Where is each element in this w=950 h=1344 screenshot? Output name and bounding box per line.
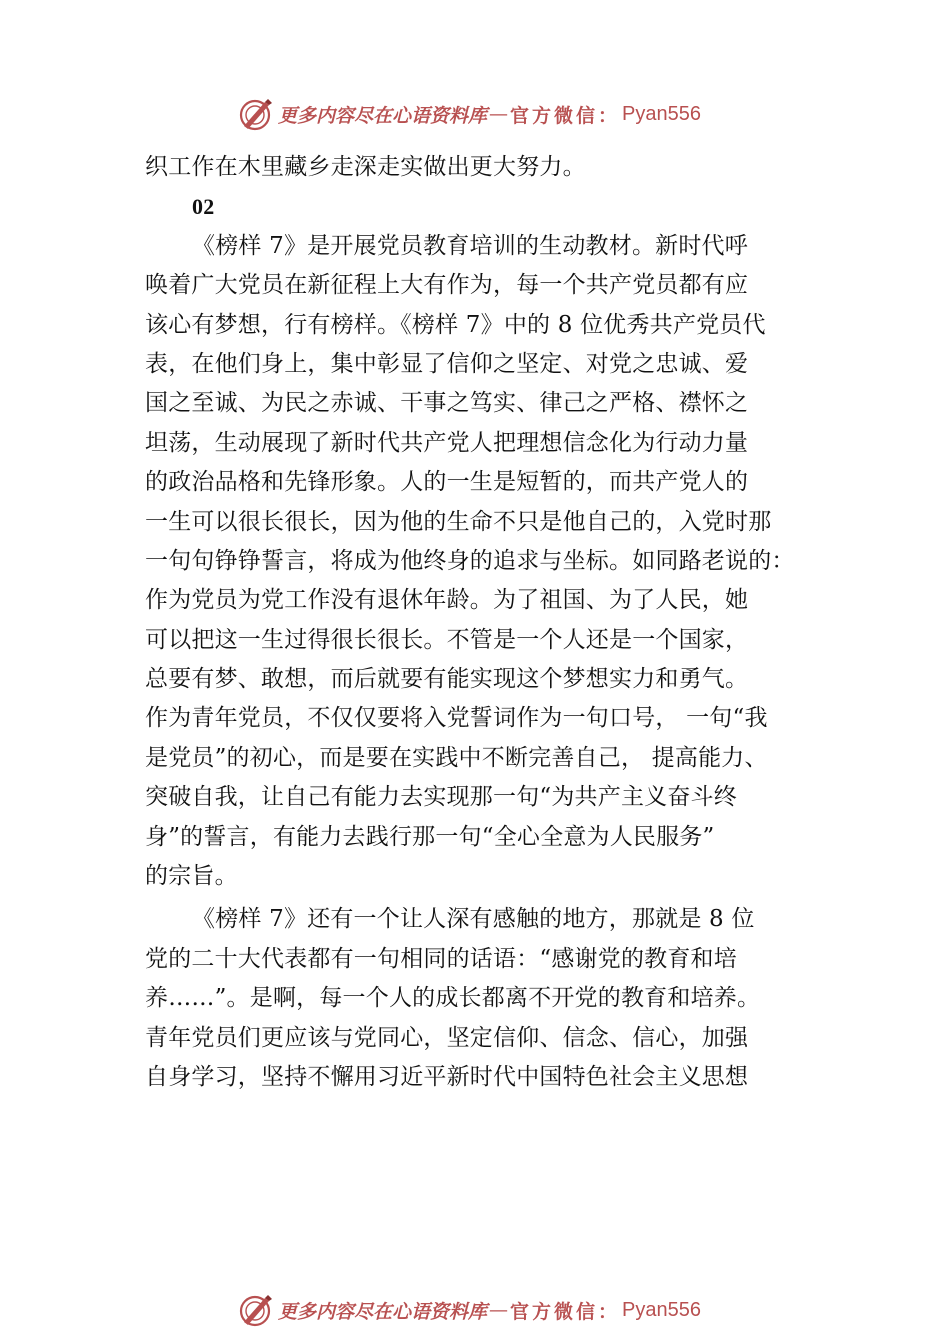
header-banner [238, 94, 701, 134]
text-line: 坦荡，生动展现了新时代共产党人把理想信念化为行动力量 [145, 429, 749, 456]
banner-dash: — [489, 1299, 509, 1321]
banner-wechat-label: 官方微信： [510, 1300, 621, 1323]
text-line: 自身学习，坚持不懈用习近平新时代中国特色社会主义思想 [145, 1063, 749, 1090]
section-heading: 02 [192, 194, 215, 220]
text-line: 一句句铮铮誓言，将成为他终身的追求与坐标。如同路老说的： [145, 547, 795, 574]
text-line: 表，在他们身上，集中彰显了信仰之坚定、对党之忠诚、爱 [145, 350, 749, 377]
text-line: 总要有梦、敢想，而后就要有能实现这个梦想实力和勇气。 [145, 666, 749, 693]
banner-wechat-id: Pyan556 [622, 1298, 701, 1321]
text-line: 身”的誓言，有能力去践行那一句“全心全意为人民服务” [145, 823, 715, 850]
text-line: 养……”。是啊，每一个人的成长都离不开党的教育和培养。 [145, 985, 761, 1012]
banner-title: 更多内容尽在心语资料库 [278, 1300, 488, 1323]
text-line: 突破自我，让自己有能力去实现那一句“为共产主义奋斗终 [145, 784, 737, 811]
text-line: 《榜样 7》是开展党员教育培训的生动教材。新时代呼 [192, 232, 748, 259]
banner-wechat-id: Pyan556 [622, 102, 701, 125]
text-line: 可以把这一生过得很长很长。不管是一个人还是一个国家， [145, 626, 749, 653]
text-line: 的政治品格和先锋形象。人的一生是短暂的，而共产党人的 [145, 469, 749, 496]
text-line: 一生可以很长很长，因为他的生命不只是他自己的，入党时那 [145, 508, 772, 535]
text-line: 党的二十大代表都有一句相同的话语：“感谢党的教育和培 [145, 945, 737, 972]
text-line: 国之至诚、为民之赤诚、干事之笃实、律己之严格、襟怀之 [145, 390, 749, 417]
text-line: 唤着广大党员在新征程上大有作为，每一个共产党员都有应 [145, 272, 749, 299]
text-line: 作为青年党员，不仅仅要将入党誓词作为一句口号， 一句“我 [145, 705, 768, 732]
text-line: 织工作在木里藏乡走深走实做出更大努力。 [145, 154, 586, 180]
text-line: 作为党员为党工作没有退休年龄。为了祖国、为了人民，她 [145, 587, 749, 614]
document-body [145, 148, 835, 1097]
text-line: 该心有梦想，行有榜样。《榜样 7》中的 8 位优秀共产党员代 [145, 311, 766, 338]
banner-dash: — [489, 103, 509, 125]
banner-title: 更多内容尽在心语资料库 [278, 104, 488, 127]
text-line: 青年党员们更应该与党同心，坚定信仰、信念、信心，加强 [145, 1024, 749, 1051]
text-line: 的宗旨。 [145, 863, 238, 890]
pen-logo-icon [238, 96, 274, 132]
text-line: 是党员”的初心，而是要在实践中不断完善自己， 提高能力、 [145, 744, 768, 771]
banner-wechat-label: 官方微信： [510, 104, 621, 127]
text-line: 《榜样 7》还有一个让人深有感触的地方，那就是 8 位 [192, 906, 755, 933]
pen-logo-icon [238, 1292, 274, 1328]
footer-banner [238, 1290, 701, 1330]
